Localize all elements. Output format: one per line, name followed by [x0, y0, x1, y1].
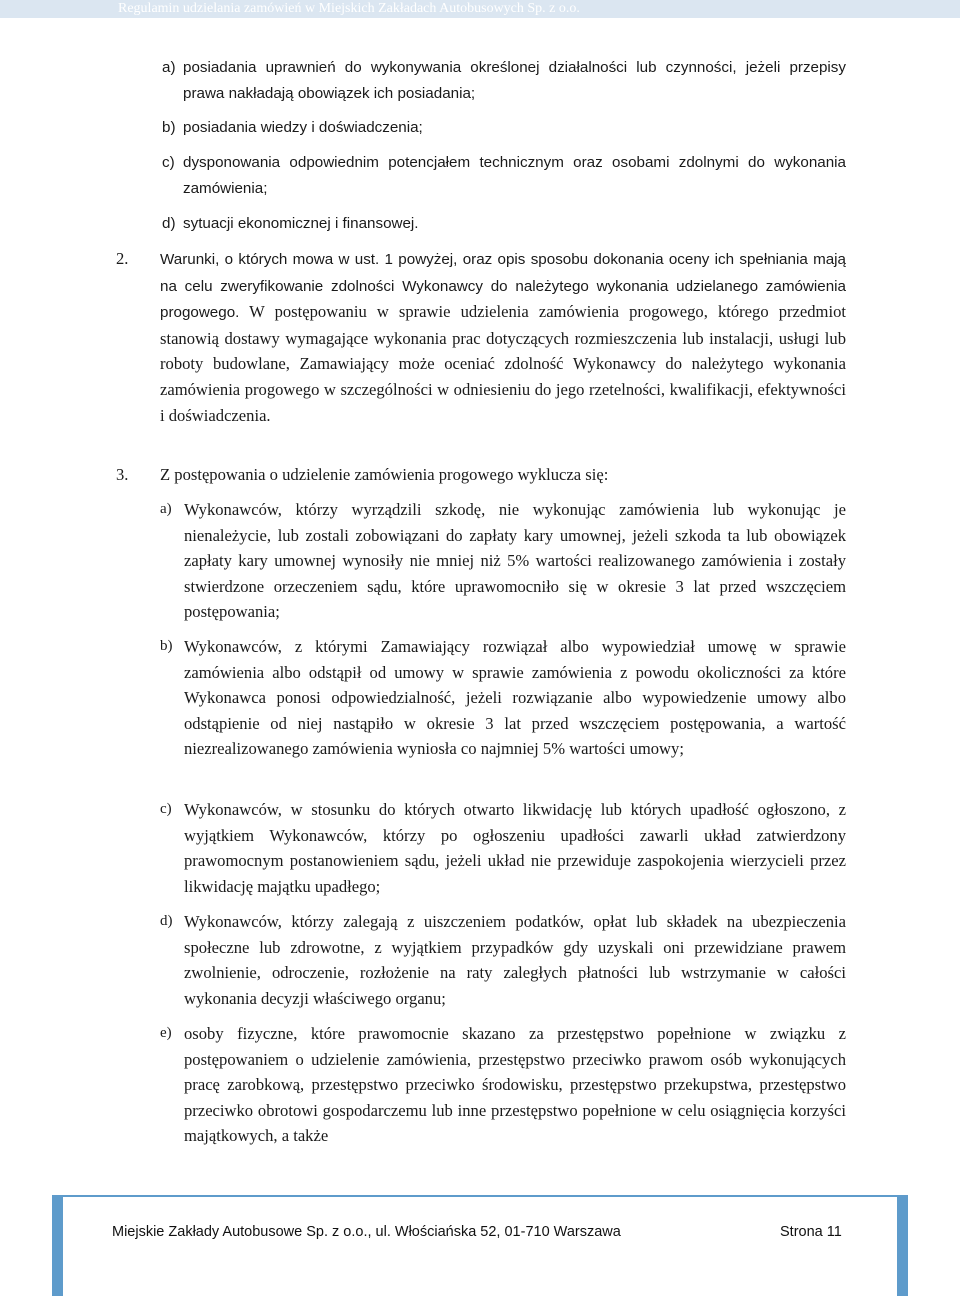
list-item	[160, 909, 846, 1011]
list-label: b)	[162, 119, 176, 136]
list-text: osoby fizyczne, które prawomocnie skazano za przestępstwo popełnione w związku z postępowaniem o udzielenie zamówienia, przestępstwo przeciwko prawom osób wykonujących pracę zarobkową, przestępstwo przeciwko środowisku, przestępstwo przekupstwa, przestępstwo przeciwko obrotowi gospodarczemu lub inne przestępstwo popełnione w celu osiągnięcia korzyści majątkowych, a także	[184, 1024, 846, 1146]
page-number: Strona 11	[780, 1224, 842, 1240]
footer-left-rail	[52, 1195, 63, 1296]
list-label: a)	[162, 59, 176, 76]
header-bar	[0, 0, 960, 18]
list-text: Wykonawców, którzy zalegają z uiszczeniem podatków, opłat lub składek na ubezpieczenia społeczne lub zdrowotne, z wyjątkiem przypadków gdy uzyskali oni przewidziane prawem zwolnienie, odroczenie, rozłożenie na raty zaległych płatności lub wstrzymanie w całości wykonania decyzji właściwego organu;	[184, 912, 846, 1008]
section-2	[116, 246, 846, 428]
section-text-serif: W postępowaniu w sprawie udzielenia zamówienia progowego, którego przedmiot stanowią dostawy wymagające wykonania prac dotyczących rozmieszczenia lub instalacji, usługi lub roboty budowlane, Zamawiający może oceniać zdolność Wykonawcy do należytego wykonania zamówienia progowego w szczególności w odniesieniu do jego rzetelności, kwalifikacji, efektywności i doświadczenia.	[160, 302, 846, 425]
header-title: Regulamin udzielania zamówień w Miejskich Zakładach Autobusowych Sp. z o.o.	[118, 1, 580, 16]
list-item	[162, 55, 846, 106]
list-item	[160, 497, 846, 625]
list-text: posiadania uprawnień do wykonywania określonej działalności lub czynności, jeżeli przepisy prawa nakładają obowiązek ich posiadania;	[183, 59, 846, 102]
section-3	[116, 462, 846, 488]
list-text: Wykonawców, w stosunku do których otwarto likwidację lub których upadłość ogłoszono, z wyjątkiem Wykonawców, którzy po ogłoszeniu upadłości zawarli układ zatwierdzony prawomocnym postanowieniem sądu, jeżeli układ nie przewiduje zaspokojenia wierzycieli przez likwidację majątku upadłego;	[184, 800, 846, 896]
section-number: 3.	[116, 465, 129, 484]
footer-right-rail	[897, 1195, 908, 1296]
list-label: a)	[160, 501, 172, 517]
list-label: d)	[162, 215, 176, 232]
list-text: posiadania wiedzy i doświadczenia;	[183, 119, 423, 136]
section-text-sans: Warunki, o których mowa w ust. 1 powyżej, oraz opis sposobu dokonania oceny ich spełniania mają na celu zweryfikowanie zdolności Wykonawcy do należytego wykonania udzielanego zamówienia progowego.	[160, 251, 846, 322]
list-label: c)	[162, 154, 175, 171]
list-label: b)	[160, 638, 173, 654]
section-number: 2.	[116, 249, 129, 268]
list-text: Wykonawców, z którymi Zamawiający rozwiązał albo wypowiedział umowę w sprawie zamówienia albo odstąpił od umowy w sprawie zamówienia z powodu okoliczności za które Wykonawca ponosi odpowiedzialność, jeżeli rozwiązanie albo wypowiedzenie umowy albo odstąpienie od niej nastąpiło w okresie 3 lat przed wszczęciem postępowania, a wartość niezrealizowanego zamówienia wyniosła co najmniej 5% wartości umowy;	[184, 637, 846, 759]
list-item	[160, 634, 846, 762]
list-item	[162, 211, 846, 237]
list-label: c)	[160, 801, 172, 817]
footer-frame	[52, 1195, 908, 1296]
list-text: Wykonawców, którzy wyrządzili szkodę, nie wykonując zamówienia lub wykonując je nienależycie, lub zostali zobowiązani do zapłaty kary umownej, jeżeli szkoda ta lub obowiązek zapłaty kary umownej wynosiły nie mniej niż 5% wartości realizowanego zamówienia i zostały stwierdzone orzeczeniem sądu, które uprawomocniło się w okresie 3 lat przed wszczęciem postępowania;	[184, 500, 846, 622]
list-item	[162, 150, 846, 201]
list-item	[160, 1021, 846, 1149]
list-text: sytuacji ekonomicznej i finansowej.	[183, 215, 419, 232]
list-item	[160, 797, 846, 899]
footer-top-line	[52, 1195, 908, 1197]
list-label: d)	[160, 913, 173, 929]
footer-address: Miejskie Zakłady Autobusowe Sp. z o.o., ul. Włościańska 52, 01-710 Warszawa	[112, 1224, 621, 1240]
list-item	[162, 115, 846, 141]
list-text: dysponowania odpowiednim potencjałem technicznym oraz osobami zdolnymi do wykonania zamówienia;	[183, 154, 846, 197]
list-label: e)	[160, 1025, 172, 1041]
section-text: Z postępowania o udzielenie zamówienia progowego wyklucza się:	[160, 465, 609, 484]
